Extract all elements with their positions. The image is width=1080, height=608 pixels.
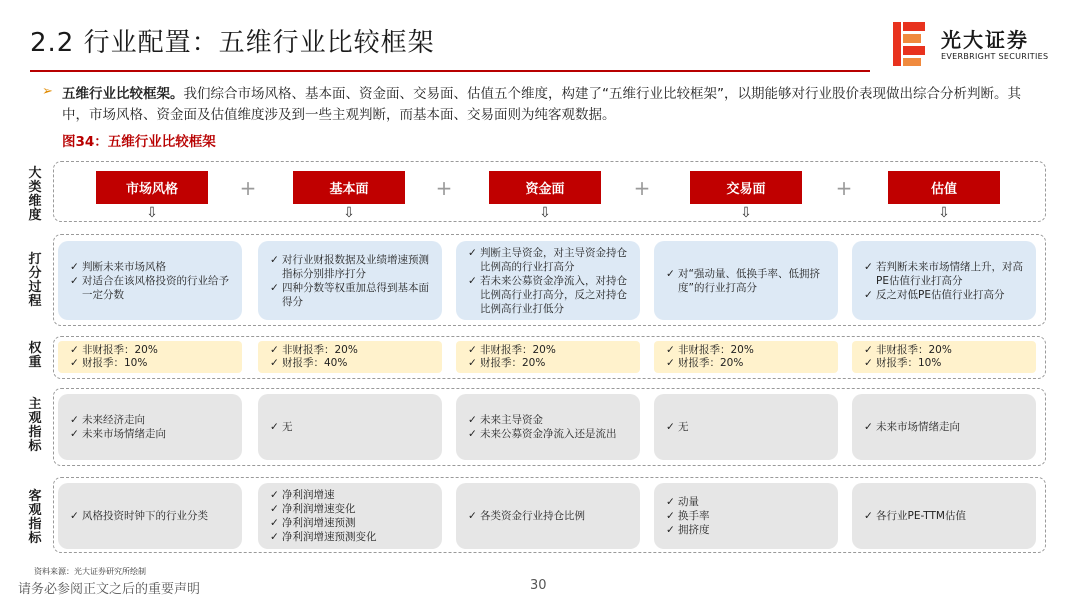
check-icon: ✓	[864, 357, 873, 369]
check-icon: ✓	[864, 421, 873, 433]
list-item-text: 财报季：40%	[282, 357, 348, 369]
check-icon: ✓	[468, 344, 477, 356]
list-item	[70, 427, 234, 441]
list-item	[468, 413, 632, 427]
plus-icon: +	[435, 176, 453, 200]
list-item-text: 对适合在该风格投资的行业给予一定分数	[82, 274, 229, 301]
list-item-text: 净利润增速	[282, 489, 335, 501]
scoring-card	[852, 241, 1036, 320]
objective-card	[456, 483, 640, 549]
plus-icon: +	[835, 176, 853, 200]
down-arrow-icon: ⇩	[938, 205, 950, 221]
list-item	[270, 281, 434, 309]
list-item-text: 非财报季：20%	[282, 344, 358, 356]
list-item	[70, 274, 234, 302]
list-item	[666, 523, 830, 537]
list-item	[270, 516, 434, 530]
check-icon: ✓	[270, 344, 279, 356]
list-item	[70, 344, 234, 357]
subjective-card	[258, 394, 442, 460]
list-item	[468, 246, 632, 274]
list-item	[270, 502, 434, 516]
list-item	[468, 357, 632, 370]
list-item	[666, 495, 830, 509]
source-note: 资料来源：光大证券研究所绘制	[34, 567, 146, 576]
list-item-text: 判断主导资金，对主导资金持仓比例高的行业打高分	[480, 246, 627, 273]
check-icon: ✓	[70, 274, 79, 287]
list-item	[864, 357, 1028, 370]
objective-card	[58, 483, 242, 549]
list-item-text: 财报季：10%	[876, 357, 942, 369]
list-item	[864, 420, 1028, 434]
row-label-scoring: 打分过程	[28, 252, 42, 309]
weight-card	[852, 341, 1036, 373]
scoring-card	[654, 241, 838, 320]
list-item-text: 财报季：10%	[82, 357, 148, 369]
check-icon: ✓	[270, 281, 279, 294]
weight-card	[456, 341, 640, 373]
list-item	[270, 530, 434, 544]
check-icon: ✓	[70, 260, 79, 273]
dimension-fundamentals: 基本面	[293, 171, 405, 204]
subjective-card	[654, 394, 838, 460]
check-icon: ✓	[666, 421, 675, 433]
list-item	[864, 509, 1028, 523]
check-icon: ✓	[666, 267, 675, 280]
down-arrow-icon: ⇩	[343, 205, 355, 221]
list-item-text: 各行业PE-TTM估值	[876, 510, 966, 522]
list-item-text: 非财报季：20%	[678, 344, 754, 356]
check-icon: ✓	[666, 524, 675, 536]
intro-lead: 五维行业比较框架。	[62, 86, 184, 102]
weight-card	[58, 341, 242, 373]
bullet-arrow-icon: ➢	[42, 84, 53, 99]
objective-card	[258, 483, 442, 549]
scoring-card	[456, 241, 640, 320]
list-item	[468, 274, 632, 316]
list-item	[270, 420, 434, 434]
page-number: 30	[530, 578, 547, 593]
list-item-text: 判断未来市场风格	[82, 260, 166, 273]
list-item-text: 净利润增速预测	[282, 517, 356, 529]
objective-card	[852, 483, 1036, 549]
list-item-text: 若判断未来市场情绪上升，对高PE估值行业打高分	[876, 260, 1023, 287]
dimension-market-style: 市场风格	[96, 171, 208, 204]
list-item	[864, 288, 1028, 302]
check-icon: ✓	[468, 428, 477, 440]
down-arrow-icon: ⇩	[539, 205, 551, 221]
check-icon: ✓	[864, 510, 873, 522]
intro-paragraph	[62, 84, 1037, 126]
list-item-text: 动量	[678, 496, 699, 508]
list-item	[666, 509, 830, 523]
list-item-text: 非财报季：20%	[480, 344, 556, 356]
row-label-subjective: 主观指标	[28, 397, 42, 454]
list-item-text: 未来市场情绪走向	[876, 421, 960, 433]
check-icon: ✓	[666, 496, 675, 508]
list-item	[270, 488, 434, 502]
check-icon: ✓	[270, 421, 279, 433]
check-icon: ✓	[468, 274, 477, 287]
row-label-weights: 权重	[28, 341, 42, 370]
list-item	[666, 420, 830, 434]
check-icon: ✓	[468, 510, 477, 522]
check-icon: ✓	[270, 253, 279, 266]
row-label-dimensions: 大类维度	[28, 166, 42, 223]
check-icon: ✓	[270, 517, 279, 529]
list-item	[864, 344, 1028, 357]
down-arrow-icon: ⇩	[146, 205, 158, 221]
down-arrow-icon: ⇩	[740, 205, 752, 221]
check-icon: ✓	[70, 344, 79, 356]
objective-card	[654, 483, 838, 549]
list-item	[70, 357, 234, 370]
list-item-text: 净利润增速变化	[282, 503, 356, 515]
page-title: 2.2 行业配置：五维行业比较框架	[30, 28, 435, 58]
list-item-text: 风格投资时钟下的行业分类	[82, 510, 208, 522]
list-item	[70, 509, 234, 523]
check-icon: ✓	[468, 246, 477, 259]
list-item-text: 未来主导资金	[480, 414, 543, 426]
list-item-text: 各类资金行业持仓比例	[480, 510, 585, 522]
check-icon: ✓	[864, 288, 873, 301]
check-icon: ✓	[270, 489, 279, 501]
list-item-text: 未来经济走向	[82, 414, 145, 426]
subjective-card	[58, 394, 242, 460]
check-icon: ✓	[666, 357, 675, 369]
list-item-text: 无	[678, 421, 689, 433]
list-item	[468, 427, 632, 441]
figure-title: 图34：五维行业比较框架	[62, 134, 216, 150]
check-icon: ✓	[270, 531, 279, 543]
list-item-text: 未来公募资金净流入还是流出	[480, 428, 617, 440]
weight-card	[654, 341, 838, 373]
list-item-text: 非财报季：20%	[876, 344, 952, 356]
list-item-text: 对“强动量、低换手率、低拥挤度”的行业打高分	[678, 267, 820, 294]
disclaimer: 请务必参阅正文之后的重要声明	[18, 582, 201, 597]
list-item	[666, 344, 830, 357]
plus-icon: +	[633, 176, 651, 200]
list-item-text: 拥挤度	[678, 524, 710, 536]
list-item-text: 四种分数等权重加总得到基本面得分	[282, 281, 429, 308]
check-icon: ✓	[864, 344, 873, 356]
row-label-objective: 客观指标	[28, 489, 42, 546]
logo-text-en: EVERBRIGHT SECURITIES	[941, 52, 1049, 61]
list-item-text: 财报季：20%	[678, 357, 744, 369]
list-item-text: 净利润增速预测变化	[282, 531, 377, 543]
dimension-trading: 交易面	[690, 171, 802, 204]
list-item	[666, 357, 830, 370]
list-item	[270, 253, 434, 281]
subjective-card	[456, 394, 640, 460]
plus-icon: +	[239, 176, 257, 200]
list-item-text: 换手率	[678, 510, 710, 522]
everbright-logo-icon	[893, 22, 927, 66]
logo-text-cn: 光大证券	[941, 28, 1029, 52]
list-item	[468, 509, 632, 523]
check-icon: ✓	[666, 344, 675, 356]
weight-card	[258, 341, 442, 373]
list-item	[864, 260, 1028, 288]
check-icon: ✓	[468, 414, 477, 426]
check-icon: ✓	[270, 357, 279, 369]
list-item	[270, 357, 434, 370]
check-icon: ✓	[70, 510, 79, 522]
list-item-text: 若未来公募资金净流入，对持仓比例高行业打高分，反之对持仓比例高行业打低分	[480, 274, 627, 315]
list-item	[270, 344, 434, 357]
intro-body: 我们综合市场风格、基本面、资金面、交易面、估值五个维度，构建了“五维行业比较框架”，以期能够对行业股价表现做出综合分析判断。其中，市场风格、资金面及估值维度涉及到一些主观判断，而基本面、交易面则为纯客观数据。	[62, 86, 1021, 123]
check-icon: ✓	[270, 503, 279, 515]
check-icon: ✓	[70, 414, 79, 426]
company-logo	[893, 20, 1063, 70]
list-item	[666, 267, 830, 295]
list-item	[468, 344, 632, 357]
dimension-capital-flow: 资金面	[489, 171, 601, 204]
list-item-text: 无	[282, 421, 293, 433]
list-item-text: 对行业财报数据及业绩增速预测指标分别排序打分	[282, 253, 429, 280]
check-icon: ✓	[70, 357, 79, 369]
check-icon: ✓	[468, 357, 477, 369]
check-icon: ✓	[666, 510, 675, 522]
scoring-card	[258, 241, 442, 320]
scoring-card	[58, 241, 242, 320]
list-item-text: 未来市场情绪走向	[82, 428, 166, 440]
dimension-valuation: 估值	[888, 171, 1000, 204]
check-icon: ✓	[864, 260, 873, 273]
list-item-text: 财报季：20%	[480, 357, 546, 369]
list-item	[70, 260, 234, 274]
list-item-text: 非财报季：20%	[82, 344, 158, 356]
list-item	[70, 413, 234, 427]
check-icon: ✓	[70, 428, 79, 440]
list-item-text: 反之对低PE估值行业打高分	[876, 288, 1005, 301]
subjective-card	[852, 394, 1036, 460]
title-divider	[30, 70, 870, 72]
